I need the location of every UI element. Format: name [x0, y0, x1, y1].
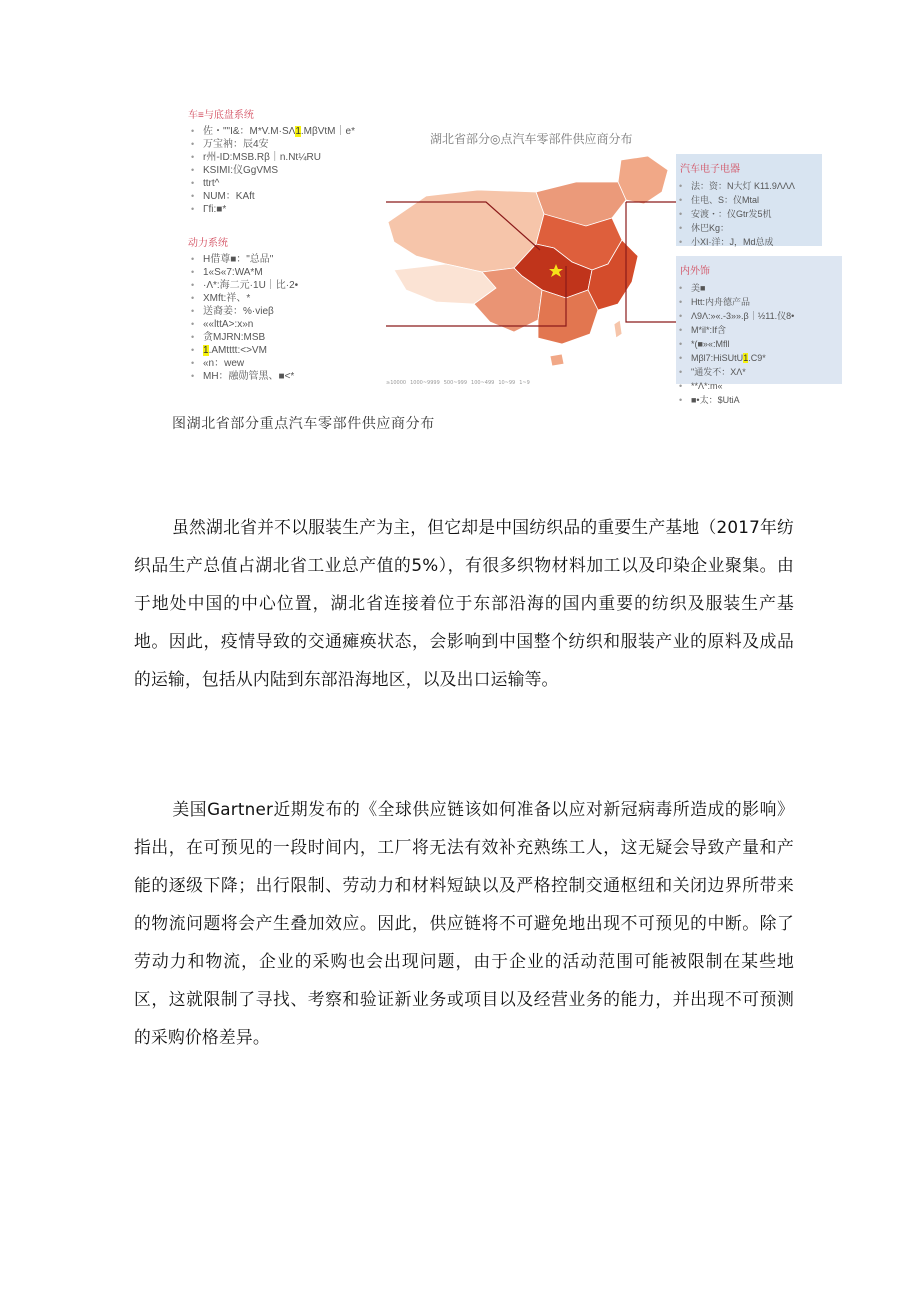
paragraph-text: 美国Gartner近期发布的《全球供应链该如何准备以应对新冠病毒所造成的影响》指出，在可预见的一段时间内，工厂将无法有效补充熟练工人，这无疑会导致产量和产能的逐级下降；出行限制、劳动力和材料短缺以及严格控制交通枢纽和关闭边界所带来的物流问题将会产生叠加效应。因此，供应链将不可避免地出现不可预见的中断。除了劳动力和物流，企业的采购也会出现问题，由于企业的活动范围可能被限制在某些地区，这就限制了寻找、考察和验证新业务或项目以及经营业务的能力，并出现不可预测的采购价格差异。: [134, 799, 794, 1047]
supplier-text: XMft:祥、*: [203, 293, 251, 304]
legend-item: 1000~9999: [410, 380, 440, 386]
legend-item: 1~9: [519, 380, 530, 386]
chassis-panel: [188, 106, 355, 216]
china-map: [386, 152, 676, 388]
interior-title: 内外饰: [680, 266, 710, 277]
supplier-item: [188, 138, 355, 151]
supplier-item: [676, 221, 822, 235]
supplier-item: [188, 125, 355, 138]
supplier-text: ttrt^: [203, 178, 220, 189]
map-title: 湖北省部分◎点汽车零部件供应商分布: [430, 132, 633, 146]
region-hainan: [550, 354, 564, 366]
supplier-text: 住电、S：仪Mtal: [691, 195, 760, 205]
supplier-text: 美■: [691, 283, 706, 293]
region-south: [538, 290, 598, 344]
supplier-text: .MβVtM｜e*: [300, 126, 355, 137]
supplier-item: [676, 393, 842, 407]
supplier-item: [188, 177, 355, 190]
supplier-text: 小XI·洋：J，Md总成: [691, 237, 774, 247]
supplier-item: [188, 305, 298, 318]
supplier-item: [188, 164, 355, 177]
supplier-item: [188, 151, 355, 164]
paragraph: [134, 790, 794, 1056]
paragraph: [134, 508, 794, 698]
supplier-item: [188, 266, 298, 279]
supplier-text: NUM：KAft: [203, 191, 255, 202]
supplier-item: [676, 365, 842, 379]
supplier-item: [676, 193, 822, 207]
supplier-text: Htt:内舟德产品: [691, 297, 751, 307]
supplier-item: [188, 253, 298, 266]
supplier-text: r州-ID:MSB.Rβ｜n.Nt¼RU: [203, 152, 321, 163]
supplier-text: .AMtttt:<>VM: [208, 345, 267, 356]
supplier-figure: [180, 96, 844, 405]
supplier-item: [676, 323, 842, 337]
supplier-text: *(■»«:Mfll: [691, 339, 730, 349]
supplier-text: 安渡・：仪Gtr发5机: [691, 209, 772, 219]
supplier-item: [676, 379, 842, 393]
supplier-text: Mβl7:HiSUtU: [691, 353, 744, 363]
supplier-text: **Λ*:m«: [691, 381, 723, 391]
supplier-text: 休巴Kg：: [691, 223, 730, 233]
powertrain-title: 动力系统: [188, 238, 228, 249]
map-legend: [386, 380, 530, 386]
supplier-item: [188, 190, 355, 203]
supplier-item: [188, 357, 298, 370]
supplier-text: ·Λ*:海二元·1U｜比·2•: [203, 280, 299, 291]
supplier-text: MH：融勋管黑、■<*: [203, 371, 295, 382]
electronics-list: [676, 179, 822, 249]
supplier-text: 贪MJRN:MSB: [203, 332, 266, 343]
chassis-list: [188, 125, 355, 216]
supplier-text: KSIMI:仪GgVMS: [203, 165, 279, 176]
region-taiwan: [614, 320, 622, 338]
supplier-item: [676, 309, 842, 323]
supplier-item: [188, 203, 355, 216]
legend-item: ≥10000: [386, 380, 407, 386]
supplier-item: [188, 318, 298, 331]
supplier-item: [188, 279, 298, 292]
supplier-item: [676, 351, 842, 365]
supplier-item: [188, 331, 298, 344]
supplier-item: [676, 207, 822, 221]
supplier-text: 佐・""I&：M*V.M·SΛ: [203, 126, 296, 137]
paragraph-text: 虽然湖北省并不以服装生产为主，但它却是中国纺织品的重要生产基地（2017年纺织品生产总值占湖北省工业总产值的5%），有很多织物材料加工以及印染企业聚集。由于地处中国的中心位置，湖北省连接着位于东部沿海的国内重要的纺织及服装生产基地。因此，疫情导致的交通瘫痪状态，会影响到中国整个纺织和服装产业的原料及成品的运输，包括从内陆到东部沿海地区，以及出口运输等。: [134, 517, 794, 689]
supplier-text: H借尊■："总品": [203, 254, 274, 265]
highlight-mark: 1: [743, 353, 749, 363]
china-map-svg: [386, 152, 676, 388]
supplier-item: [676, 235, 822, 249]
chassis-title: 车≡与底盘系统: [188, 110, 254, 121]
supplier-item: [188, 344, 298, 357]
electronics-panel: [676, 154, 822, 246]
supplier-text: 1«S«7:WA*M: [203, 267, 263, 278]
figure-caption: 图湖北省部分重点汽车零部件供应商分布: [172, 416, 435, 432]
supplier-text: 送裔姜：%·vieβ: [203, 306, 274, 317]
supplier-text: «n：wew: [203, 358, 245, 369]
supplier-text: ■•太：$UtiA: [691, 395, 740, 405]
interior-list: [676, 281, 842, 407]
region-northeast: [618, 156, 668, 204]
supplier-item: [676, 337, 842, 351]
legend-item: 500~999: [443, 380, 468, 386]
supplier-text: "通发不：XΛ*: [691, 367, 746, 377]
supplier-text: Λ9Λ:»«.-3»».β｜½11.仪8•: [691, 311, 795, 321]
supplier-text: M*il*:If含: [691, 325, 727, 335]
electronics-title: 汽车电子电器: [680, 164, 740, 175]
supplier-text: 万宝衲：辰4安: [203, 139, 269, 150]
powertrain-panel: [188, 234, 298, 383]
supplier-item: [676, 179, 822, 193]
supplier-text: ««lttA>:x»n: [203, 319, 254, 330]
highlight-mark: 1: [295, 126, 301, 137]
powertrain-list: [188, 253, 298, 383]
legend-item: 10~99: [498, 380, 516, 386]
supplier-text: 法：资：N大灯 K11.9ΛΛΛ: [691, 181, 795, 191]
interior-panel: [676, 256, 842, 405]
supplier-text: Γfi:■*: [203, 204, 227, 215]
supplier-item: [676, 295, 842, 309]
supplier-item: [188, 292, 298, 305]
legend-item: 100~499: [471, 380, 495, 386]
supplier-item: [188, 370, 298, 383]
supplier-item: [676, 281, 842, 295]
supplier-text: .C9*: [748, 353, 766, 363]
highlight-mark: 1: [203, 345, 209, 356]
region-west: [388, 190, 544, 272]
